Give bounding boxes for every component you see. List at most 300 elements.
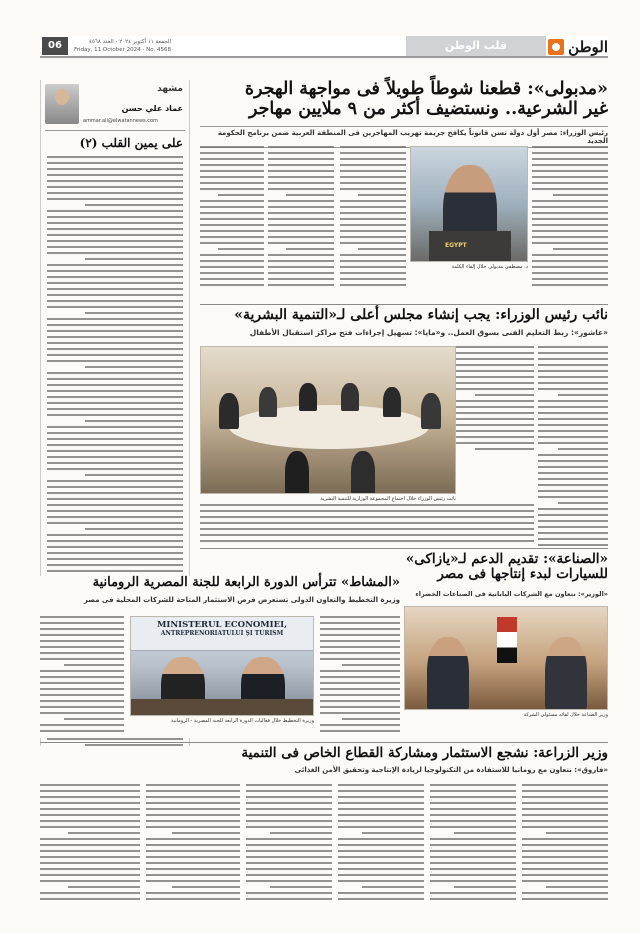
text-line	[200, 534, 534, 536]
text-line	[286, 248, 334, 250]
text-line	[522, 856, 608, 858]
attendee-figure	[421, 393, 441, 429]
text-line	[47, 498, 183, 500]
attendee-figure	[341, 383, 359, 411]
text-line	[268, 200, 334, 202]
text-line	[40, 784, 140, 786]
text-line	[47, 522, 183, 524]
text-line	[532, 260, 608, 262]
text-line	[47, 492, 183, 494]
text-line	[246, 784, 332, 786]
text-line	[538, 484, 608, 486]
text-line	[338, 802, 424, 804]
text-line	[522, 880, 608, 882]
text-line	[268, 230, 334, 232]
text-line	[430, 868, 516, 870]
text-line	[268, 206, 334, 208]
text-line	[268, 242, 334, 244]
text-line	[320, 730, 400, 732]
text-line	[40, 844, 140, 846]
text-line	[340, 200, 406, 202]
text-line	[338, 838, 424, 840]
text-line	[320, 646, 400, 648]
text-line	[522, 808, 608, 810]
text-line	[538, 454, 608, 456]
text-line	[454, 832, 516, 834]
text-line	[47, 222, 183, 224]
text-line	[47, 432, 183, 434]
text-line	[538, 418, 608, 420]
text-line	[40, 826, 140, 828]
text-line	[522, 892, 608, 894]
text-line	[200, 522, 534, 524]
text-line	[47, 738, 183, 740]
text-line	[40, 658, 124, 660]
text-line	[340, 272, 406, 274]
text-line	[47, 348, 183, 350]
headline[interactable]	[200, 80, 608, 119]
body-column	[40, 784, 140, 904]
body-column	[452, 346, 534, 466]
text-line	[172, 886, 240, 888]
text-line	[340, 278, 406, 280]
text-line	[268, 146, 334, 148]
text-line	[40, 850, 140, 852]
text-line	[268, 188, 334, 190]
text-line	[246, 856, 332, 858]
text-line	[47, 396, 183, 398]
text-line	[40, 880, 140, 882]
text-line	[146, 796, 240, 798]
text-line	[40, 820, 140, 822]
text-line	[246, 796, 332, 798]
text-line	[538, 466, 608, 468]
text-line	[268, 182, 334, 184]
text-line	[47, 564, 183, 566]
text-line	[538, 538, 608, 540]
text-line	[40, 790, 140, 792]
text-line	[40, 646, 124, 648]
text-line	[40, 700, 124, 702]
text-line	[338, 850, 424, 852]
headline-line-1: «مدبولى»: قطعنا شوطاً طويلاً فى مواجهة الهجرة	[244, 79, 608, 99]
text-line	[532, 200, 608, 202]
text-line	[200, 284, 264, 286]
text-line	[40, 802, 140, 804]
text-line	[532, 176, 608, 178]
text-line	[538, 388, 608, 390]
text-line	[85, 312, 183, 314]
headline-line-2: للسيارات لبدء إنتاجها فى مصر	[437, 566, 608, 583]
text-line	[340, 230, 406, 232]
text-line	[268, 272, 334, 274]
text-line	[340, 158, 406, 160]
text-line	[47, 486, 183, 488]
text-line	[40, 814, 140, 816]
text-line	[200, 540, 534, 542]
text-line	[538, 514, 608, 516]
photo-caption: وزير الصناعة خلال لقائه مسئولى الشركة	[523, 712, 608, 718]
text-line	[340, 170, 406, 172]
text-line	[40, 838, 140, 840]
text-line	[85, 420, 183, 422]
text-line	[268, 152, 334, 154]
text-line	[268, 284, 334, 286]
text-line	[40, 796, 140, 798]
text-line	[47, 372, 183, 374]
text-line	[538, 526, 608, 528]
text-line	[40, 808, 140, 810]
text-line	[40, 694, 124, 696]
text-line	[532, 152, 608, 154]
text-line	[268, 260, 334, 262]
text-line	[200, 224, 264, 226]
text-line	[47, 534, 183, 536]
text-line	[47, 330, 183, 332]
text-line	[358, 194, 406, 196]
text-line	[268, 164, 334, 166]
text-line	[200, 266, 264, 268]
body-column	[532, 146, 608, 296]
text-line	[47, 456, 183, 458]
text-line	[47, 384, 183, 386]
issue-date-english: Friday, 11 October 2024 - No. 4568	[74, 47, 172, 53]
text-line	[340, 284, 406, 286]
text-line	[538, 490, 608, 492]
text-line	[558, 448, 608, 450]
text-line	[47, 378, 183, 380]
text-line	[338, 790, 424, 792]
text-line	[338, 808, 424, 810]
text-line	[340, 224, 406, 226]
text-line	[338, 868, 424, 870]
text-line	[47, 252, 183, 254]
text-line	[47, 210, 183, 212]
text-line	[532, 164, 608, 166]
text-line	[546, 886, 608, 888]
text-line	[85, 258, 183, 260]
text-line	[47, 216, 183, 218]
text-line	[146, 820, 240, 822]
text-line	[146, 826, 240, 828]
text-line	[452, 424, 534, 426]
subheadline: «الوزير»: نتعاون مع الشركات اليابانية فى الصناعات الخضراء	[415, 590, 608, 598]
text-line	[246, 862, 332, 864]
text-line	[47, 168, 183, 170]
text-line	[452, 376, 534, 378]
text-line	[538, 382, 608, 384]
text-line	[246, 844, 332, 846]
text-line	[47, 438, 183, 440]
subheadline: وزيرة التخطيط والتعاون الدولى تستعرض فرص الاستثمار المتاحة للشركات المحلية فى مصر	[83, 596, 400, 604]
text-line	[47, 228, 183, 230]
text-line	[268, 212, 334, 214]
text-line	[64, 718, 124, 720]
text-line	[47, 360, 183, 362]
text-line	[452, 406, 534, 408]
text-line	[320, 616, 400, 618]
text-line	[40, 892, 140, 894]
headline[interactable]: «المشاط» تترأس الدورة الرابعة للجنة المصرية الرومانية	[92, 575, 400, 590]
text-line	[64, 664, 124, 666]
text-line	[146, 868, 240, 870]
text-line	[538, 442, 608, 444]
text-line	[340, 266, 406, 268]
brand-logo-icon	[548, 39, 564, 55]
text-line	[40, 712, 124, 714]
podium	[429, 231, 511, 261]
body-column	[146, 784, 240, 904]
text-line	[200, 230, 264, 232]
text-line	[47, 306, 183, 308]
text-line	[452, 388, 534, 390]
text-line	[558, 394, 608, 396]
text-line	[338, 796, 424, 798]
text-line	[200, 170, 264, 172]
text-line	[146, 874, 240, 876]
brand[interactable]	[548, 37, 608, 57]
headline[interactable]	[404, 552, 608, 582]
body-column	[200, 146, 264, 296]
text-line	[532, 254, 608, 256]
text-line	[338, 880, 424, 882]
text-line	[532, 266, 608, 268]
text-line	[430, 862, 516, 864]
text-line	[338, 898, 424, 900]
text-line	[47, 510, 183, 512]
text-line	[47, 270, 183, 272]
text-line	[430, 892, 516, 894]
text-line	[218, 194, 264, 196]
divider	[40, 742, 608, 743]
text-line	[452, 412, 534, 414]
headline-line-1: «الصناعة»: تقديم الدعم لـ«يازاكى»	[405, 551, 608, 567]
text-line	[538, 346, 608, 348]
text-line	[47, 342, 183, 344]
divider	[45, 130, 185, 131]
text-line	[522, 862, 608, 864]
text-line	[85, 528, 183, 530]
text-line	[522, 868, 608, 870]
body-column	[320, 616, 400, 738]
text-line	[538, 436, 608, 438]
text-line	[47, 174, 183, 176]
text-line	[430, 820, 516, 822]
banner-text: MINISTERUL ECONOMIEI,	[156, 620, 288, 630]
article-photo	[410, 146, 528, 262]
text-line	[268, 236, 334, 238]
text-line	[268, 170, 334, 172]
text-line	[452, 400, 534, 402]
text-line	[522, 796, 608, 798]
text-line	[538, 370, 608, 372]
text-line	[246, 820, 332, 822]
text-line	[200, 242, 264, 244]
text-line	[538, 430, 608, 432]
column-title: على يمين القلب (٢)	[79, 136, 183, 150]
text-line	[340, 176, 406, 178]
text-line	[452, 418, 534, 420]
text-line	[40, 730, 124, 732]
text-line	[200, 188, 264, 190]
headline[interactable]: وزير الزراعة: نشجع الاستثمار ومشاركة القطاع الخاص فى التنمية	[241, 745, 608, 761]
text-line	[200, 182, 264, 184]
text-line	[546, 832, 608, 834]
text-line	[85, 366, 183, 368]
text-line	[430, 838, 516, 840]
text-line	[338, 814, 424, 816]
text-line	[452, 382, 534, 384]
text-line	[47, 234, 183, 236]
text-line	[522, 814, 608, 816]
headline[interactable]: نائب رئيس الوزراء: يجب إنشاء مجلس أعلى لـ«التنمية البشرية»	[234, 307, 608, 323]
text-line	[146, 802, 240, 804]
text-line	[430, 808, 516, 810]
text-line	[47, 444, 183, 446]
text-line	[200, 254, 264, 256]
text-line	[200, 164, 264, 166]
subheadline: «فاروق»: نتعاون مع رومانيا للاستفادة من التكنولوجيا لزيادة الإنتاجية وتحقيق الأمن الغذائى	[294, 766, 608, 774]
text-line	[522, 790, 608, 792]
text-line	[338, 862, 424, 864]
text-line	[47, 540, 183, 542]
text-line	[47, 552, 183, 554]
body-column	[246, 784, 332, 904]
text-line	[200, 158, 264, 160]
text-line	[40, 676, 124, 678]
text-line	[200, 510, 534, 512]
text-line	[47, 186, 183, 188]
text-line	[430, 796, 516, 798]
text-line	[475, 394, 534, 396]
article-agriculture	[40, 746, 608, 906]
text-line	[342, 718, 400, 720]
text-line	[268, 176, 334, 178]
text-line	[200, 218, 264, 220]
text-line	[146, 814, 240, 816]
text-line	[268, 278, 334, 280]
text-line	[430, 826, 516, 828]
author-email[interactable]: ammar.ali@elwatannews.com	[83, 118, 158, 124]
text-line	[146, 892, 240, 894]
attendee-figure	[259, 387, 277, 417]
text-line	[268, 218, 334, 220]
signing-table	[131, 699, 313, 715]
text-line	[320, 634, 400, 636]
text-line	[452, 352, 534, 354]
text-line	[40, 874, 140, 876]
text-line	[430, 880, 516, 882]
text-line	[40, 868, 140, 870]
text-line	[47, 468, 183, 470]
text-line	[553, 248, 608, 250]
article-photo	[130, 616, 314, 716]
text-line	[558, 502, 608, 504]
text-line	[320, 694, 400, 696]
text-line	[40, 634, 124, 636]
text-line	[320, 622, 400, 624]
banner-text: ANTREPRENORIATULUI ȘI TURISM	[160, 630, 284, 637]
text-line	[40, 682, 124, 684]
text-line	[532, 272, 608, 274]
attendee-figure	[351, 451, 375, 494]
divider	[200, 548, 608, 549]
text-line	[268, 254, 334, 256]
text-line	[538, 532, 608, 534]
text-line	[430, 790, 516, 792]
text-line	[320, 724, 400, 726]
text-line	[270, 886, 332, 888]
text-line	[47, 282, 183, 284]
text-line	[47, 318, 183, 320]
text-line	[146, 784, 240, 786]
body-column	[268, 146, 334, 296]
text-line	[68, 832, 140, 834]
brand-name: الوطن	[568, 38, 608, 56]
text-line	[85, 204, 183, 206]
text-line	[200, 272, 264, 274]
text-line	[452, 436, 534, 438]
text-line	[340, 260, 406, 262]
text-line	[47, 180, 183, 182]
text-line	[320, 706, 400, 708]
text-line	[200, 146, 264, 148]
text-line	[246, 808, 332, 810]
article-photo	[200, 346, 456, 494]
text-line	[320, 652, 400, 654]
text-line	[532, 170, 608, 172]
text-line	[454, 886, 516, 888]
text-line	[362, 886, 424, 888]
text-line	[320, 700, 400, 702]
text-line	[246, 826, 332, 828]
article-romania-committee	[40, 576, 400, 738]
text-line	[320, 670, 400, 672]
text-line	[532, 284, 608, 286]
text-line	[340, 254, 406, 256]
text-line	[532, 182, 608, 184]
text-line	[522, 802, 608, 804]
text-line	[47, 336, 183, 338]
text-line	[338, 844, 424, 846]
text-line	[320, 628, 400, 630]
body-column	[338, 784, 424, 904]
text-line	[47, 516, 183, 518]
text-line	[522, 850, 608, 852]
text-line	[430, 784, 516, 786]
text-line	[538, 364, 608, 366]
body-column	[430, 784, 516, 904]
divider	[200, 304, 608, 305]
text-line	[200, 176, 264, 178]
text-line	[47, 402, 183, 404]
text-line	[200, 260, 264, 262]
text-line	[430, 844, 516, 846]
text-line	[200, 528, 534, 530]
text-line	[320, 688, 400, 690]
body-column	[40, 616, 124, 738]
text-line	[532, 224, 608, 226]
text-line	[40, 640, 124, 642]
text-line	[146, 862, 240, 864]
text-line	[286, 194, 334, 196]
text-line	[452, 358, 534, 360]
text-line	[40, 688, 124, 690]
text-line	[47, 570, 183, 572]
text-line	[532, 236, 608, 238]
text-line	[522, 826, 608, 828]
banner	[131, 617, 313, 651]
